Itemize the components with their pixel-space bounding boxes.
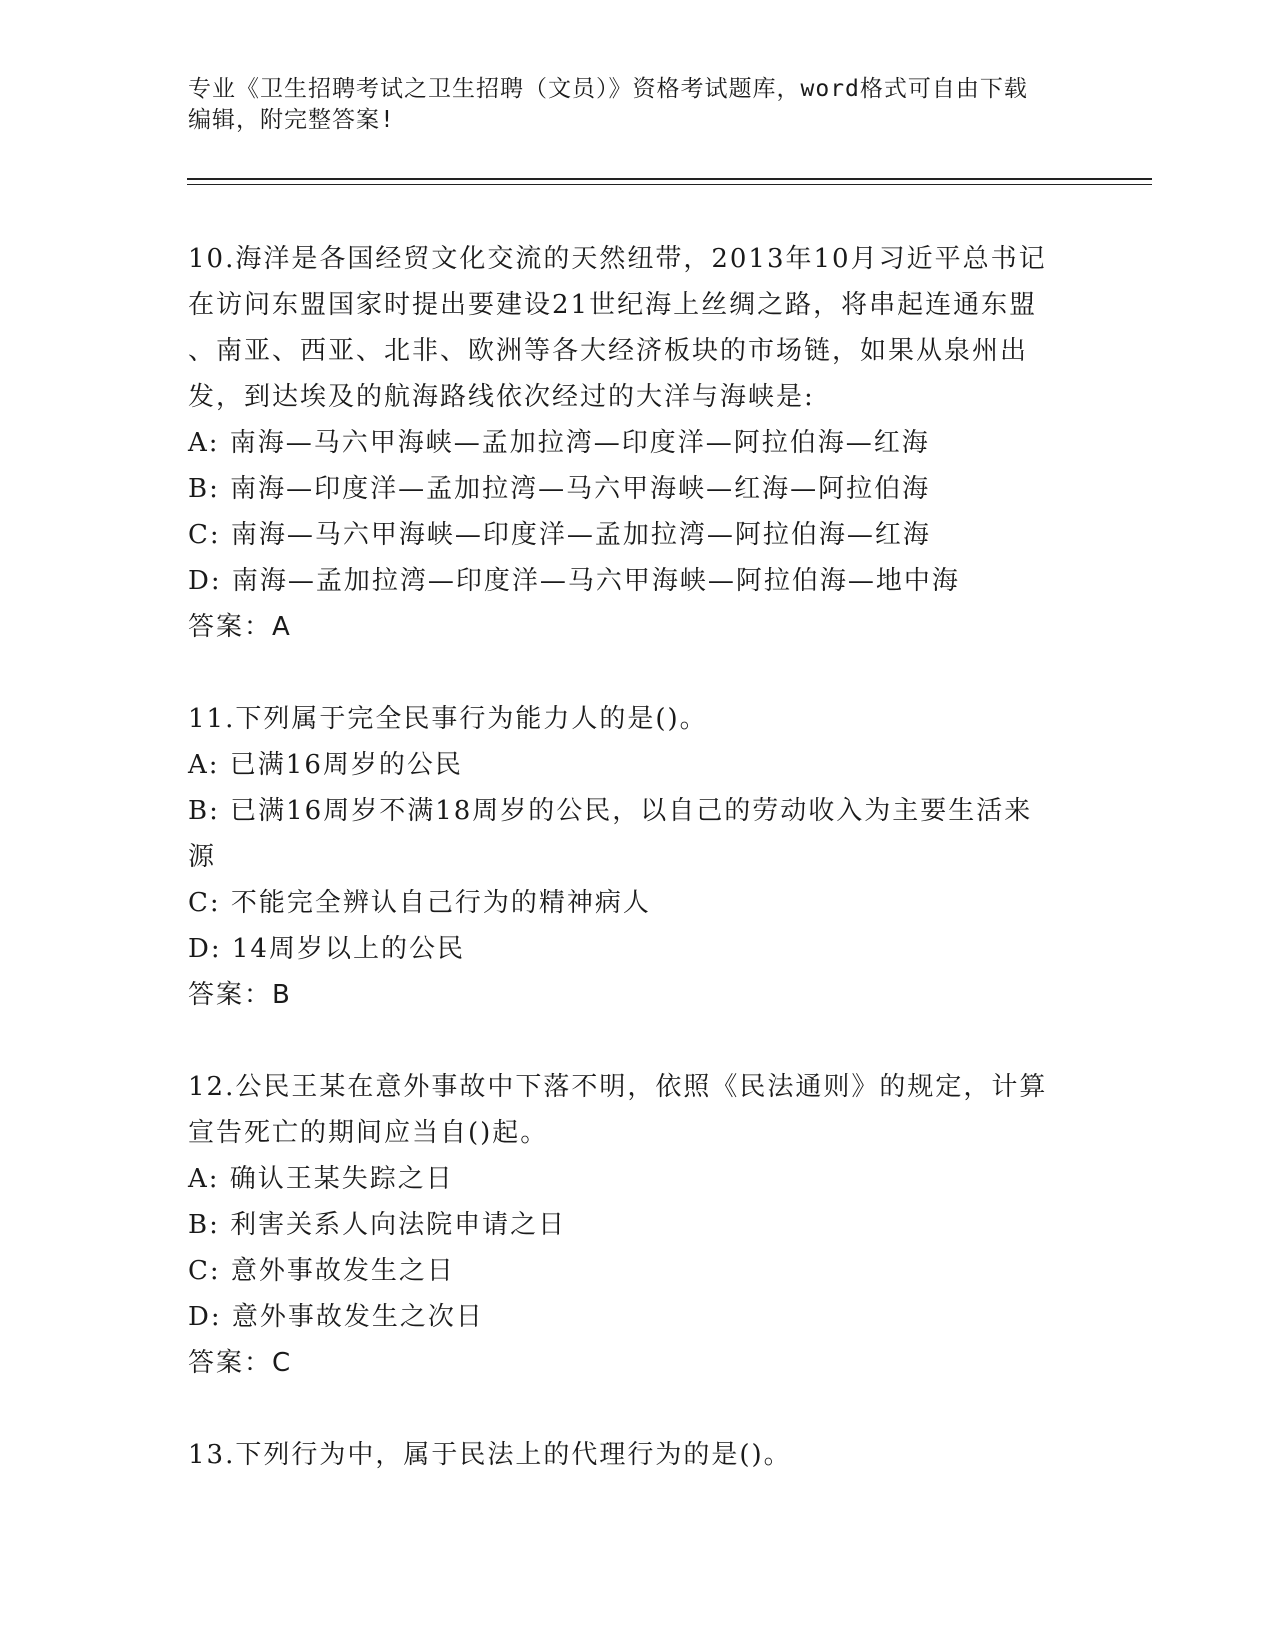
header-line-2: 编辑，附完整答案! [188,107,395,133]
question-spacer [188,650,1088,696]
option-line: A: 南海—马六甲海峡—孟加拉湾—印度洋—阿拉伯海—红海 [188,428,930,458]
header-divider-thin [187,184,1152,185]
question-stem-line: 发，到达埃及的航海路线依次经过的大洋与海峡是: [188,382,815,412]
question-block [188,696,1088,1018]
question-stem-line: 10.海洋是各国经贸文化交流的天然纽带，2013年10月习近平总书记 [188,244,1047,274]
question-stem-line: 在访问东盟国家时提出要建设21世纪海上丝绸之路，将串起连通东盟 [188,290,1038,320]
option-line: C: 南海—马六甲海峡—印度洋—孟加拉湾—阿拉伯海—红海 [188,520,931,550]
question-block [188,236,1088,650]
option-line: B: 南海—印度洋—孟加拉湾—马六甲海峡—红海—阿拉伯海 [188,474,931,504]
question-stem-line: 12.公民王某在意外事故中下落不明，依照《民法通则》的规定，计算 [188,1072,1048,1102]
option-line: 源 [188,842,217,872]
question-block [188,1064,1088,1386]
answer-line: 答案：C [188,1348,293,1378]
question-spacer [188,1018,1088,1064]
option-line: D: 14周岁以上的公民 [188,934,465,964]
question-stem-line: 13.下列行为中，属于民法上的代理行为的是()。 [188,1440,792,1470]
option-line: C: 不能完全辨认自己行为的精神病人 [188,888,651,918]
question-stem-line: 、南亚、西亚、北非、欧洲等各大经济板块的市场链，如果从泉州出 [188,336,1029,366]
answer-line: 答案：A [188,612,292,642]
option-line: C: 意外事故发生之日 [188,1256,455,1286]
header-divider-thick [187,178,1152,180]
question-spacer [188,1386,1088,1432]
question-list [188,236,1088,1478]
question-stem-line: 11.下列属于完全民事行为能力人的是()。 [188,704,708,734]
question-stem-line: 宣告死亡的期间应当自()起。 [188,1118,549,1148]
option-line: D: 南海—孟加拉湾—印度洋—马六甲海峡—阿拉伯海—地中海 [188,566,960,596]
option-line: A: 已满16周岁的公民 [188,750,463,780]
option-line: B: 利害关系人向法院申请之日 [188,1210,567,1240]
question-block [188,1432,1088,1478]
document-header [188,74,1088,136]
header-line-1: 专业《卫生招聘考试之卫生招聘（文员）》资格考试题库，word格式可自由下载 [188,76,1028,102]
option-line: A: 确认王某失踪之日 [188,1164,454,1194]
answer-line: 答案：B [188,980,292,1010]
option-line: B: 已满16周岁不满18周岁的公民，以自己的劳动收入为主要生活来 [188,796,1033,826]
option-line: D: 意外事故发生之次日 [188,1302,484,1332]
